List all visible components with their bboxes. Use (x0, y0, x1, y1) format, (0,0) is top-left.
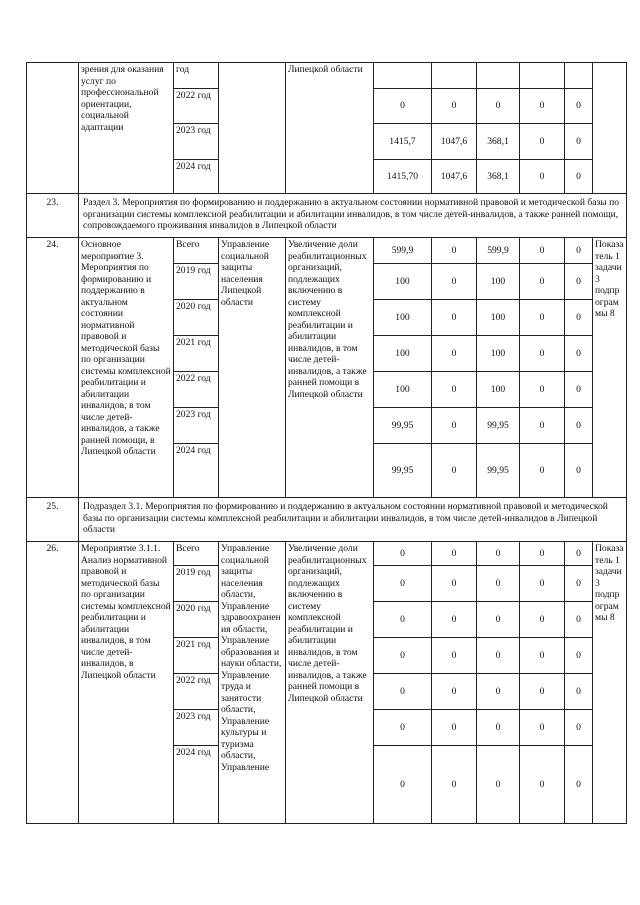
value-cell (432, 63, 477, 89)
value-cell: 1047,6 (432, 160, 477, 194)
section-title-cell: Раздел 3. Мероприятия по формированию и поддержанию в актуальном состоянии нормативной правовой и методической базы по организации системы комплексной реабилитации и абилитации инвалидов, в том числе детей-инвалидов, а также ранней помощи, сопровождаемого проживания инвалидов в Липецкой области (79, 194, 627, 238)
row-number-cell: 25. (27, 498, 79, 542)
value-cell: 100 (477, 300, 520, 336)
value-cell: 0 (432, 372, 477, 408)
value-cell: 1415,7 (374, 124, 432, 160)
value-cell: 0 (374, 710, 432, 746)
value-cell: 0 (565, 542, 593, 566)
value-cell: 0 (520, 336, 565, 372)
value-cell: 0 (374, 638, 432, 674)
value-cell: 0 (432, 710, 477, 746)
value-cell (565, 63, 593, 89)
value-cell: 1415,70 (374, 160, 432, 194)
value-cell: 368,1 (477, 124, 520, 160)
value-cell: 0 (374, 89, 432, 124)
value-cell: 0 (565, 710, 593, 746)
year-cell: Всего (174, 238, 219, 264)
value-cell: 100 (374, 264, 432, 300)
year-cell: 2021 год (174, 638, 219, 674)
value-cell: 0 (432, 408, 477, 444)
value-cell: 100 (477, 372, 520, 408)
value-cell: 99,95 (374, 408, 432, 444)
value-cell: 0 (432, 238, 477, 264)
value-cell: 0 (520, 264, 565, 300)
value-cell: 100 (477, 336, 520, 372)
value-cell: 0 (374, 566, 432, 602)
value-cell: 0 (374, 746, 432, 824)
value-cell: 0 (520, 300, 565, 336)
value-cell: 0 (432, 746, 477, 824)
value-cell: 100 (374, 300, 432, 336)
value-cell: 99,95 (374, 444, 432, 498)
note-cell: Показатель 1 задачи 3 подпрограммы 8 (593, 238, 627, 498)
value-cell: 0 (432, 89, 477, 124)
value-cell: 0 (565, 89, 593, 124)
section-row (27, 498, 627, 542)
value-cell: 0 (477, 710, 520, 746)
value-cell: 0 (432, 444, 477, 498)
value-cell: 0 (432, 300, 477, 336)
note-cell: Показатель 1 задачи 3 подпрограммы 8 (593, 542, 627, 824)
value-cell: 100 (374, 336, 432, 372)
value-cell: 0 (432, 264, 477, 300)
value-cell: 100 (374, 372, 432, 408)
year-cell: 2022 год (174, 674, 219, 710)
value-cell: 0 (520, 710, 565, 746)
row-number-cell: 23. (27, 194, 79, 238)
value-cell: 0 (432, 674, 477, 710)
value-cell: 100 (477, 264, 520, 300)
executor-cell (219, 63, 286, 194)
indicator-cell: Липецкой области (286, 63, 374, 194)
executor-cell: Управление социальной защиты населения Липецкой области (219, 238, 286, 498)
value-cell: 0 (432, 336, 477, 372)
year-cell: год (174, 63, 219, 89)
year-cell: 2020 год (174, 300, 219, 336)
value-cell: 0 (432, 542, 477, 566)
year-cell: 2019 год (174, 566, 219, 602)
value-cell: 99,95 (477, 408, 520, 444)
value-cell: 0 (477, 566, 520, 602)
value-cell: 0 (520, 746, 565, 824)
row-number-cell (27, 63, 79, 194)
value-cell: 0 (565, 264, 593, 300)
value-cell: 0 (520, 602, 565, 638)
value-cell: 0 (374, 542, 432, 566)
measure-name-cell: зрения для оказания услуг по профессиональной ориентации, социальной адаптации (79, 63, 174, 194)
value-cell: 0 (520, 124, 565, 160)
value-cell: 99,95 (477, 444, 520, 498)
value-cell: 0 (520, 160, 565, 194)
value-cell: 0 (565, 238, 593, 264)
value-cell: 0 (520, 674, 565, 710)
value-cell: 0 (477, 89, 520, 124)
year-cell: 2023 год (174, 710, 219, 746)
measure-name-cell: Мероприятие 3.1.1. Анализ нормативной правовой и методической базы по организации системы комплексной реабилитации и абилитации инвалидов, в том числе детей-инвалидов, в Липецкой области (79, 542, 174, 824)
value-cell: 0 (565, 638, 593, 674)
indicator-cell: Увеличение доли реабилитационных организаций, подлежащих включению в систему комплексной реабилитации и абилитации инвалидов, в том числе детей-инвалидов, а также ранней помощи в Липецкой области (286, 238, 374, 498)
year-cell: 2023 год (174, 124, 219, 160)
section-title-cell: Подраздел 3.1. Мероприятия по формированию и поддержанию в актуальном состоянии нормативной правовой и методической базы по организации системы комплексной реабилитации и абилитации инвалидов, в том числе детей-инвалидов в Липецкой области (79, 498, 627, 542)
note-cell (593, 63, 627, 194)
value-cell (520, 63, 565, 89)
value-cell: 0 (520, 238, 565, 264)
value-cell: 599,9 (374, 238, 432, 264)
value-cell: 0 (477, 602, 520, 638)
program-table (26, 62, 627, 824)
row-number-cell: 26. (27, 542, 79, 824)
value-cell: 0 (565, 674, 593, 710)
year-cell: 2019 год (174, 264, 219, 300)
value-cell: 0 (432, 638, 477, 674)
section-row (27, 194, 627, 238)
value-cell: 0 (520, 566, 565, 602)
value-cell: 368,1 (477, 160, 520, 194)
value-cell: 0 (565, 602, 593, 638)
year-cell: 2022 год (174, 89, 219, 124)
value-cell: 0 (565, 160, 593, 194)
year-cell: Всего (174, 542, 219, 566)
year-cell: 2024 год (174, 160, 219, 194)
value-cell: 0 (565, 444, 593, 498)
measure-name-cell: Основное мероприятие 3. Мероприятия по формированию и поддержанию в актуальном состоянии нормативной правовой и методической базы по организации системы комплексной реабилитации и абилитации инвалидов, в том числе детей-инвалидов, а также ранней помощи, в Липецкой области (79, 238, 174, 498)
year-cell: 2021 год (174, 336, 219, 372)
year-cell: 2024 год (174, 746, 219, 824)
value-cell: 0 (520, 372, 565, 408)
value-cell: 0 (477, 674, 520, 710)
indicator-cell: Увеличение доли реабилитационных организаций, подлежащих включению в систему комплексной реабилитации и абилитации инвалидов, в том числе детей-инвалидов, а также ранней помощи в Липецкой области (286, 542, 374, 824)
table-row (27, 63, 627, 89)
year-cell: 2020 год (174, 602, 219, 638)
value-cell: 0 (477, 638, 520, 674)
year-cell: 2023 год (174, 408, 219, 444)
value-cell: 0 (565, 566, 593, 602)
value-cell (477, 63, 520, 89)
value-cell: 599,9 (477, 238, 520, 264)
value-cell: 1047,6 (432, 124, 477, 160)
value-cell: 0 (520, 444, 565, 498)
value-cell: 0 (432, 602, 477, 638)
value-cell: 0 (565, 746, 593, 824)
value-cell: 0 (374, 602, 432, 638)
year-cell: 2022 год (174, 372, 219, 408)
value-cell: 0 (520, 89, 565, 124)
value-cell: 0 (565, 408, 593, 444)
value-cell: 0 (374, 674, 432, 710)
value-cell: 0 (565, 300, 593, 336)
value-cell: 0 (520, 542, 565, 566)
row-number-cell: 24. (27, 238, 79, 498)
value-cell: 0 (432, 566, 477, 602)
table-row (27, 238, 627, 264)
value-cell (374, 63, 432, 89)
value-cell: 0 (477, 542, 520, 566)
value-cell: 0 (565, 372, 593, 408)
value-cell: 0 (565, 124, 593, 160)
year-cell: 2024 год (174, 444, 219, 498)
value-cell: 0 (520, 638, 565, 674)
value-cell: 0 (565, 336, 593, 372)
table-row (27, 542, 627, 566)
value-cell: 0 (520, 408, 565, 444)
value-cell: 0 (477, 746, 520, 824)
executor-cell: Управление социальной защиты населения области, Управление здравоохранения области, Управление образования и науки области, Управление труда и занятости области, Управление культуры и туризма области, Управление (219, 542, 286, 824)
